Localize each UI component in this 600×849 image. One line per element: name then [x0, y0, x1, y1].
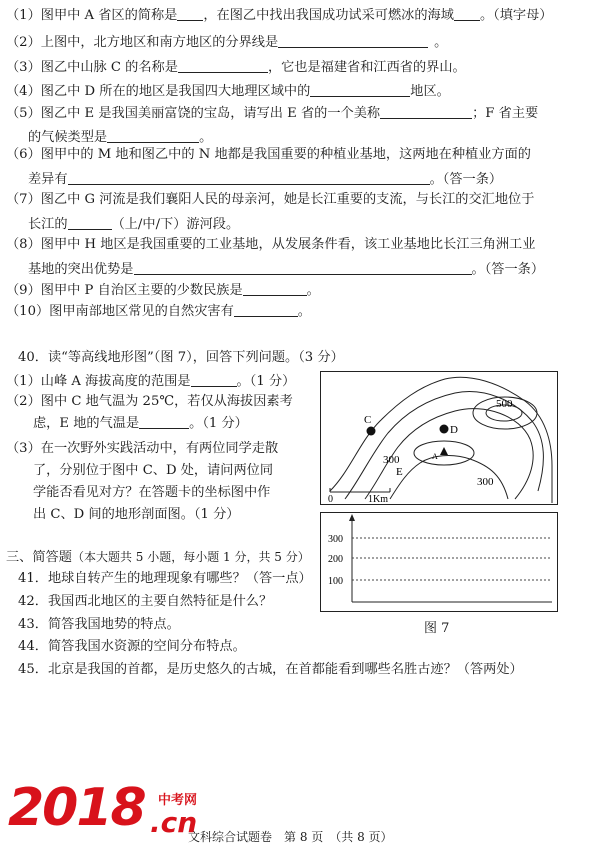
q39-item-4: （4）图乙中 D 所在的地区是我国四大地理区域中的 地区。: [6, 84, 450, 99]
y-tick-100: 100: [328, 576, 343, 587]
y-tick-200: 200: [328, 554, 343, 565]
q40-sub3-line2: 了，分别位于图中 C、D 处，请问两位同: [33, 463, 274, 478]
label-c: C: [364, 414, 372, 426]
label-e: E: [396, 466, 403, 478]
q45: 45．北京是我国的首都，是历史悠久的古城，在首都能看到哪些名胜古迹？（答两处）: [18, 662, 523, 677]
point-c: [367, 427, 376, 436]
y-axis-arrow: [349, 514, 355, 521]
q39-item-6-cont: 差异有 。（答一条）: [28, 172, 503, 187]
peak-a-triangle: [440, 447, 448, 455]
q39-item-1: （1）图甲中 A 省区的简称是 ，在图乙中找出我国成功试采可燃冰的海域 。（填字母）: [6, 8, 553, 23]
q42: 42．我国西北地区的主要自然特征是什么？: [18, 594, 273, 609]
q39-item-2: （2）上图中，北方地区和南方地区的分界线是 。: [6, 35, 448, 50]
q39-item-5: （5）图乙中 E 是我国美丽富饶的宝岛，请写出 E 省的一个美称 ；F 省主要: [6, 106, 539, 121]
label-a: A: [432, 452, 438, 461]
profile-frame: [321, 513, 558, 612]
map-frame: [321, 372, 558, 505]
q39-item-9: （9）图甲中 P 自治区主要的少数民族是 。: [6, 283, 320, 298]
logo-2018: 2018: [8, 778, 145, 838]
y-tick-300: 300: [328, 534, 343, 545]
q39-item-6: （6）图甲中的 M 地和图乙中的 N 地都是我国重要的种植业基地，这两地在种植业方面的: [6, 147, 531, 162]
q44: 44．简答我国水资源的空间分布特点。: [18, 639, 246, 654]
figure-7-caption: 图 7: [424, 621, 450, 636]
q41: 41．地球自转产生的地理现象有哪些？（答一点）: [18, 571, 312, 586]
q39-item-3: （3）图乙中山脉 C 的名称是 ，它也是福建省和江西省的界山。: [6, 60, 466, 75]
scale-0: 0: [328, 494, 333, 505]
point-d: [440, 425, 449, 434]
q40-sub2-line2: 虑，E 地的气温是 。（1 分）: [33, 416, 248, 431]
page-footer: 文科综合试题卷 第 8 页 （共 8 页）: [188, 830, 393, 844]
logo-domain: .cn: [150, 806, 198, 839]
label-500: 500: [496, 398, 513, 410]
label-d: D: [450, 424, 458, 436]
q40-sub3-line1: （3）在一次野外实践活动中，有两位同学走散: [6, 441, 279, 456]
q40-sub3-line4: 出 C、D 间的地形剖面图。（1 分）: [33, 507, 240, 522]
q43: 43．简答我国地势的特点。: [18, 617, 180, 632]
q39-item-8: （8）图甲中 H 地区是我国重要的工业基地，从发展条件看，该工业基地比长江三角洲工业: [6, 237, 536, 252]
q39-item-8-cont: 基地的突出优势是 。（答一条）: [28, 262, 545, 277]
q40-sub1: （1）山峰 A 海拔高度的范围是 。（1 分）: [6, 374, 296, 389]
q40-title: 40．读“等高线地形图”（图 7），回答下列问题。（3 分）: [18, 350, 344, 365]
q39-item-10: （10）图甲南部地区常见的自然灾害有 。: [6, 304, 311, 319]
profile-chart: [320, 512, 558, 612]
q39-item-7: （7）图乙中 G 河流是我们襄阳人民的母亲河，她是长江重要的支流，与长江的交汇地位于: [6, 192, 535, 207]
q40-sub2-line1: （2）图中 C 地气温为 25℃，若仅从海拔因素考: [6, 394, 293, 409]
contour-line-2: [345, 392, 543, 499]
label-300-left: 300: [383, 454, 400, 466]
q39-item-5-cont: 的气候类型是 。: [28, 130, 213, 145]
part3-heading: 三、简答题（本大题共 5 小题，每小题 1 分，共 5 分）: [6, 550, 310, 565]
contour-map: [320, 371, 558, 505]
scale-1km: 1Km: [368, 494, 388, 505]
logo-site-name: 中考网: [158, 793, 198, 808]
q40-sub3-line3: 学能否看见对方？在答题卡的坐标图中作: [33, 485, 271, 500]
label-300-right: 300: [477, 476, 494, 488]
q39-item-7-cont: 长江的 （上/中/下）游河段。: [28, 217, 240, 232]
contour-300-outer: [330, 377, 552, 503]
